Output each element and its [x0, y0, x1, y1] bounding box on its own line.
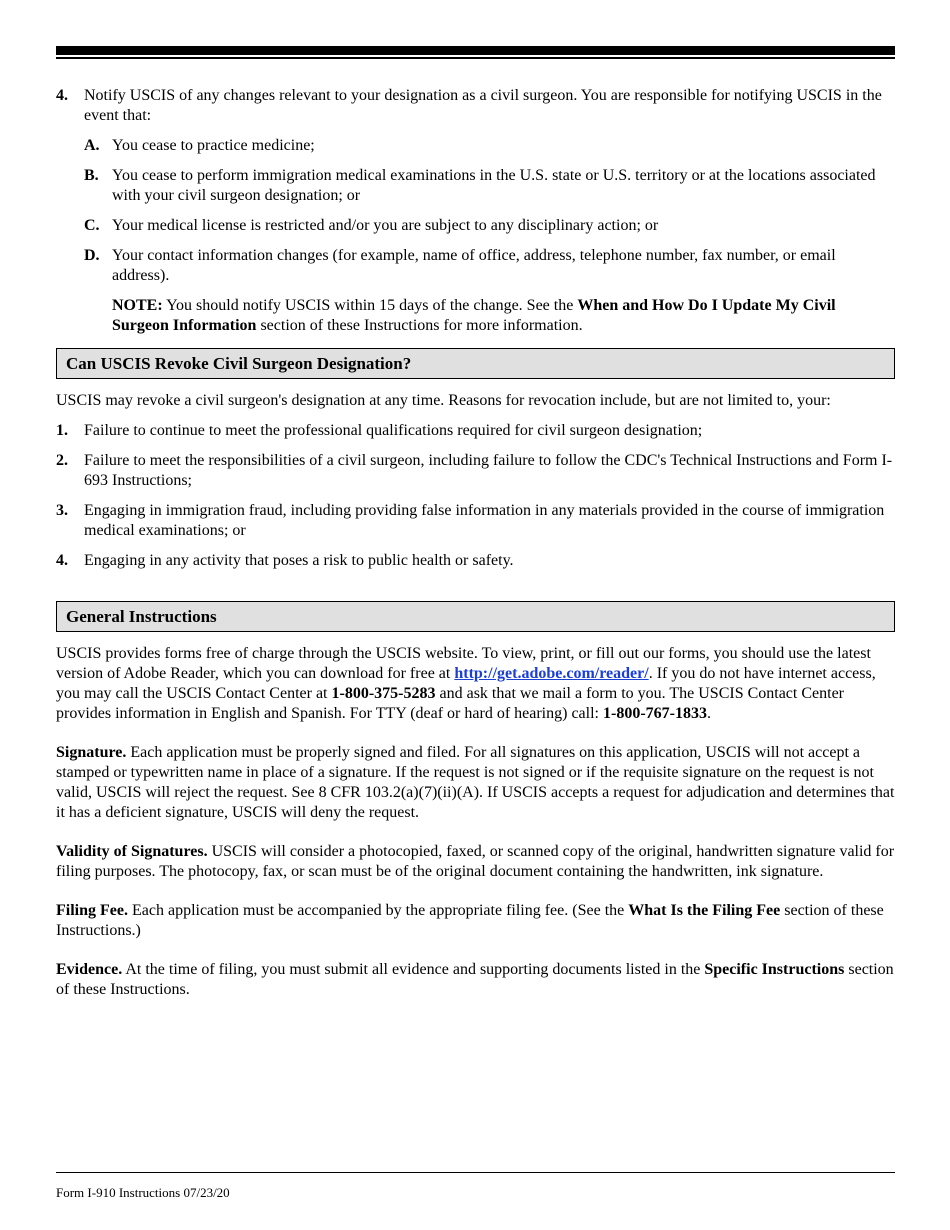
validity-paragraph	[56, 842, 895, 882]
subitem-text: Your contact information changes (for example, name of office, address, telephone number, fax number, or email address).	[112, 247, 836, 284]
item-text: Failure to continue to meet the professional qualifications required for civil surgeon designation;	[84, 422, 703, 439]
notify-subitem-c	[56, 216, 895, 236]
revoke-item-3	[56, 501, 895, 541]
revoke-item-2	[56, 451, 895, 491]
item-number: 1.	[56, 422, 68, 439]
item-number: 3.	[56, 502, 68, 519]
general-section-header	[56, 601, 895, 632]
notify-subitem-b	[56, 166, 895, 206]
filing-fee-paragraph	[56, 901, 895, 941]
contact-center-phone: 1-800-375-5283	[331, 685, 436, 702]
page-content	[56, 86, 895, 1000]
intro-text: USCIS provides forms free of charge through the USCIS website. To view, print, or fill out our forms, you should use the latest version of Adobe Reader, which you can download for free at	[56, 645, 871, 682]
item-text: Notify USCIS of any changes relevant to your designation as a civil surgeon. You are responsible for notifying USCIS in the event that:	[84, 87, 882, 124]
section-title: Can USCIS Revoke Civil Surgeon Designation?	[66, 354, 412, 373]
item-text: Engaging in immigration fraud, including providing false information in any materials provided in the course of immigration medical examinations; or	[84, 502, 885, 539]
section-title: General Instructions	[66, 607, 217, 626]
evidence-text-end: section of these Instructions.	[56, 961, 894, 998]
subitem-letter: A.	[84, 137, 100, 154]
note-paragraph	[56, 296, 895, 336]
item-number: 4.	[56, 87, 68, 104]
subitem-text: Your medical license is restricted and/or you are subject to any disciplinary action; or	[112, 217, 659, 234]
validity-text: USCIS will consider a photocopied, faxed, or scanned copy of the original, handwritten signature valid for filing purposes. The photocopy, fax, or scan must be of the original document containing the handwritten, ink signature.	[56, 843, 895, 880]
intro-text: .	[706, 705, 711, 722]
subitem-text: You cease to perform immigration medical examinations in the U.S. state or U.S. territory or at the locations associated with your civil surgeon designation; or	[112, 167, 876, 204]
subitem-letter: D.	[84, 247, 100, 264]
filing-fee-label: Filing Fee.	[56, 902, 128, 919]
header-rule-thick	[56, 46, 895, 55]
item-text: Failure to meet the responsibilities of a civil surgeon, including failure to follow the CDC's Technical Instructions and Form I-693 Instructions;	[84, 452, 893, 489]
revoke-intro: USCIS may revoke a civil surgeon's designation at any time. Reasons for revocation include, but are not limited to, your:	[56, 392, 831, 409]
tty-phone: 1-800-767-1833	[602, 705, 707, 722]
notify-item	[56, 86, 895, 126]
evidence-section-ref: Specific Instructions	[704, 961, 845, 978]
note-label: NOTE:	[112, 297, 163, 314]
revoke-section-header	[56, 348, 895, 379]
revoke-item-1	[56, 421, 895, 441]
evidence-label: Evidence.	[56, 961, 123, 978]
filing-fee-section-ref: What Is the Filing Fee	[628, 902, 781, 919]
signature-paragraph	[56, 743, 895, 823]
filing-fee-text-end: section of these Instructions.)	[56, 902, 884, 939]
note-section-ref: When and How Do I Update My Civil Surgeon Information	[112, 297, 836, 334]
evidence-text: At the time of filing, you must submit all evidence and supporting documents listed in the	[122, 961, 705, 978]
item-number: 4.	[56, 552, 68, 569]
subitem-letter: C.	[84, 217, 100, 234]
adobe-reader-link[interactable]: http://get.adobe.com/reader/	[454, 665, 649, 682]
validity-label: Validity of Signatures.	[56, 843, 208, 860]
evidence-paragraph	[56, 960, 895, 1000]
footer-form-id: Form I-910 Instructions 07/23/20	[56, 1185, 230, 1200]
general-intro	[56, 644, 895, 724]
header-rule-thin	[56, 57, 895, 59]
item-text: Engaging in any activity that poses a risk to public health or safety.	[84, 552, 514, 569]
signature-text: Each application must be properly signed and filed. For all signatures on this application, USCIS will not accept a stamped or typewritten name in place of a signature. If the request is not signed or if the requisite signature on the request is not valid, USCIS will reject the request. See 8 CFR 103.2(a)(7)(ii)(A). If USCIS accepts a request for adjudication and determines that it has a deficient signature, USCIS will deny the request.	[56, 744, 895, 821]
revoke-item-4	[56, 551, 895, 571]
footer-rule	[56, 1172, 895, 1173]
note-text-end: section of these Instructions for more information.	[256, 317, 583, 334]
subitem-letter: B.	[84, 167, 99, 184]
signature-label: Signature.	[56, 744, 127, 761]
notify-subitem-a	[56, 136, 895, 156]
note-text: You should notify USCIS within 15 days of the change. See the	[162, 297, 578, 314]
intro-text: and ask that we mail a form to you. The USCIS Contact Center provides information in English and Spanish. For TTY (deaf or hard of hearing) call:	[56, 685, 844, 722]
item-number: 2.	[56, 452, 68, 469]
intro-text: . If you do not have internet access, you may call the USCIS Contact Center at	[56, 665, 876, 702]
notify-subitem-d	[56, 246, 895, 286]
filing-fee-text: Each application must be accompanied by the appropriate filing fee. (See the	[127, 902, 629, 919]
subitem-text: You cease to practice medicine;	[112, 137, 315, 154]
